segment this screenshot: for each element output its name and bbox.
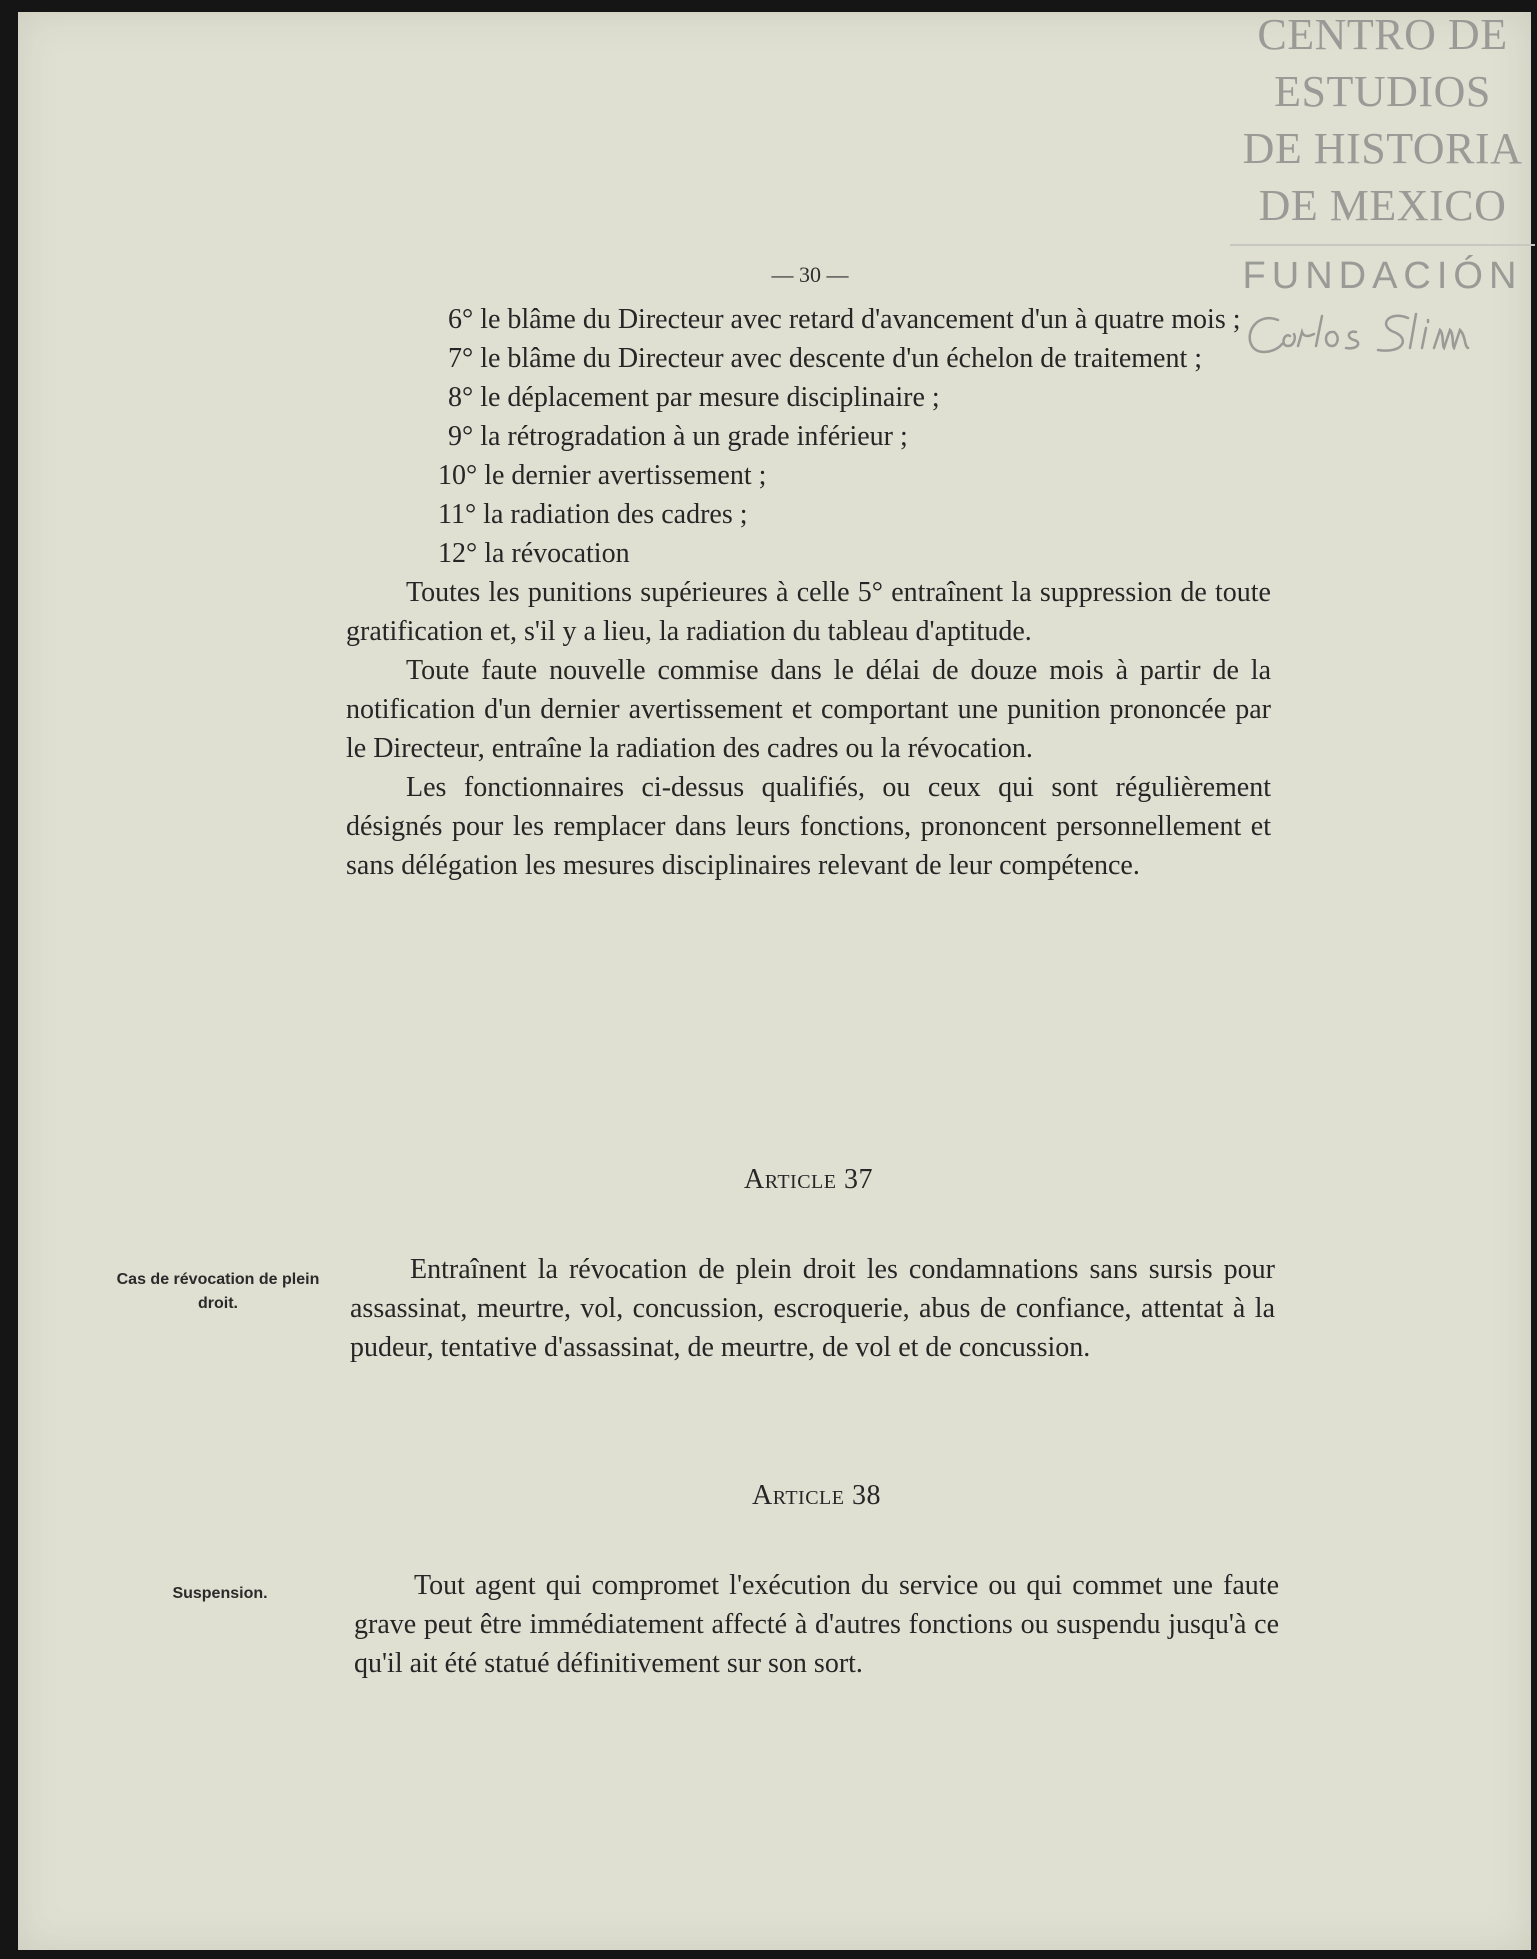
- paragraph: Entraînent la révocation de plein droit les condamnations sans sursis pour assassinat, meurtre, vol, concussion, escroquerie, abus de confiance, attentat à la pudeur, tentative d'assassinat, de meurtre, de vol et de concussion.: [350, 1254, 1275, 1363]
- list-item: 10° le dernier avertissement ;: [438, 460, 767, 491]
- paragraph: Les fonctionnaires ci-dessus qualifiés, ou ceux qui sont régulièrement désignés pour les remplacer dans leurs fonctions, prononcent personnellement et sans délégation les mesures disciplinaires relevant de leur compétence.: [346, 772, 1271, 881]
- watermark-divider: [1230, 244, 1535, 246]
- list-item: 11° la radiation des cadres ;: [438, 499, 748, 530]
- article-38-margin-note: Suspension.: [172, 1585, 268, 1602]
- signature-logo: [1238, 302, 1528, 362]
- archive-watermark: [1230, 6, 1535, 362]
- watermark-line: DE MEXICO: [1258, 181, 1507, 230]
- paragraph: Tout agent qui compromet l'exécution du service ou qui commet une faute grave peut être immédiatement affecté à d'autres fonctions ou suspendu jusqu'à ce qu'il ait été statué définitivement sur son sort.: [354, 1570, 1279, 1679]
- article-37-title: Article 37: [743, 1164, 873, 1195]
- watermark-line: DE HISTORIA: [1242, 124, 1523, 173]
- page-number: — 30 —: [771, 262, 849, 287]
- list-item: 6° le blâme du Directeur avec retard d'avancement d'un à quatre mois ;: [448, 304, 1241, 335]
- article-38-title: Article 38: [751, 1480, 881, 1511]
- article-38-body: [354, 1566, 1279, 1683]
- list-item: 8° le déplacement par mesure disciplinaire ;: [448, 382, 940, 413]
- paragraph: Toutes les punitions supérieures à celle 5° entraînent la suppression de toute gratification et, s'il y a lieu, la radiation du tableau d'aptitude.: [346, 577, 1271, 647]
- list-item: 9° la rétrogradation à un grade inférieur ;: [448, 421, 908, 452]
- article-37-margin-note: Cas de révocation de plein droit.: [116, 1271, 320, 1312]
- article-38-heading: [354, 1480, 1279, 1512]
- watermark-line: ESTUDIOS: [1274, 67, 1491, 116]
- punishment-list: [346, 300, 1271, 885]
- watermark-foundation: FUNDACIÓN: [1242, 255, 1523, 297]
- article-37-body: [350, 1250, 1275, 1367]
- watermark-line: CENTRO DE: [1257, 10, 1508, 59]
- article-37-heading: [346, 1164, 1271, 1196]
- list-item: 12° la révocation: [438, 538, 630, 569]
- paragraph: Toute faute nouvelle commise dans le délai de douze mois à partir de la notification d'un dernier avertissement et comportant une punition prononcée par le Directeur, entraîne la radiation des cadres ou la révocation.: [346, 655, 1271, 764]
- list-item: 7° le blâme du Directeur avec descente d'un échelon de traitement ;: [448, 343, 1203, 374]
